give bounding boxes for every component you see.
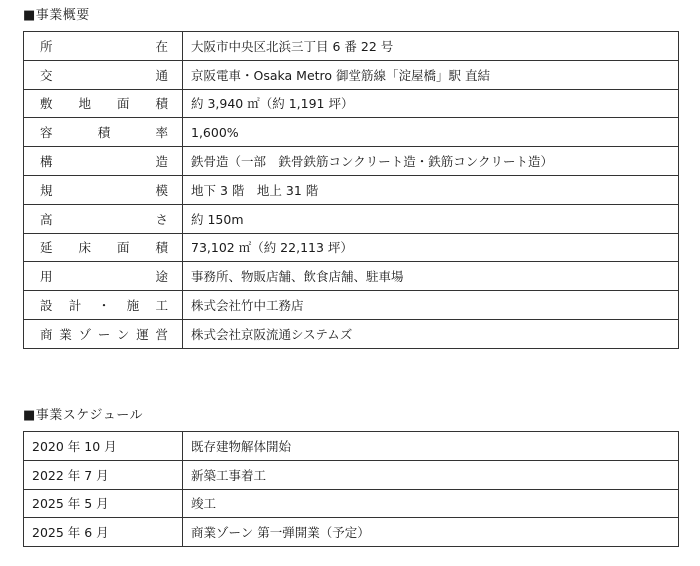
row-label-design-construction: 設計・施工	[24, 291, 183, 320]
schedule-section-title: ■事業スケジュール	[23, 408, 144, 423]
table-row	[24, 319, 679, 348]
row-label-height: 高さ	[24, 204, 183, 233]
overview-section-title: ■事業概要	[23, 8, 90, 23]
row-value-scale: 地下 3 階 地上 31 階	[183, 175, 679, 204]
table-row	[24, 489, 679, 518]
table-row	[24, 291, 679, 320]
row-label-access: 交通	[24, 60, 183, 89]
row-label-scale: 規模	[24, 175, 183, 204]
row-label-location: 所在	[24, 32, 183, 61]
table-row	[24, 60, 679, 89]
schedule-date: 2025 年 6 月	[24, 518, 183, 547]
row-value-total-floor-area: 73,102 ㎡（約 22,113 坪）	[183, 233, 679, 262]
row-value-access: 京阪電車・Osaka Metro 御堂筋線「淀屋橋」駅 直結	[183, 60, 679, 89]
row-value-height: 約 150m	[183, 204, 679, 233]
schedule-event: 既存建物解体開始	[183, 432, 679, 461]
schedule-event: 竣工	[183, 489, 679, 518]
table-row	[24, 432, 679, 461]
row-label-structure: 構造	[24, 147, 183, 176]
row-label-site-area: 敷地面積	[24, 89, 183, 118]
row-value-floor-area-ratio: 1,600%	[183, 118, 679, 147]
schedule-event: 商業ゾーン 第一弾開業（予定）	[183, 518, 679, 547]
table-row	[24, 118, 679, 147]
row-label-total-floor-area: 延床面積	[24, 233, 183, 262]
table-row	[24, 233, 679, 262]
row-label-commercial-operator: 商業ゾーン運営	[24, 319, 183, 348]
row-label-usage: 用途	[24, 262, 183, 291]
schedule-event: 新築工事着工	[183, 460, 679, 489]
table-row	[24, 204, 679, 233]
row-label-floor-area-ratio: 容積率	[24, 118, 183, 147]
row-value-usage: 事務所、物販店舗、飲食店舗、駐車場	[183, 262, 679, 291]
schedule-date: 2025 年 5 月	[24, 489, 183, 518]
project-schedule-table	[23, 431, 679, 547]
table-row	[24, 460, 679, 489]
table-row	[24, 147, 679, 176]
row-value-location: 大阪市中央区北浜三丁目 6 番 22 号	[183, 32, 679, 61]
schedule-date: 2022 年 7 月	[24, 460, 183, 489]
table-row	[24, 518, 679, 547]
table-row	[24, 262, 679, 291]
row-value-design-construction: 株式会社竹中工務店	[183, 291, 679, 320]
project-overview-table	[23, 31, 679, 349]
table-row	[24, 175, 679, 204]
row-value-structure: 鉄骨造（一部 鉄骨鉄筋コンクリート造・鉄筋コンクリート造）	[183, 147, 679, 176]
table-row	[24, 89, 679, 118]
schedule-date: 2020 年 10 月	[24, 432, 183, 461]
row-value-site-area: 約 3,940 ㎡（約 1,191 坪）	[183, 89, 679, 118]
table-row	[24, 32, 679, 61]
row-value-commercial-operator: 株式会社京阪流通システムズ	[183, 319, 679, 348]
